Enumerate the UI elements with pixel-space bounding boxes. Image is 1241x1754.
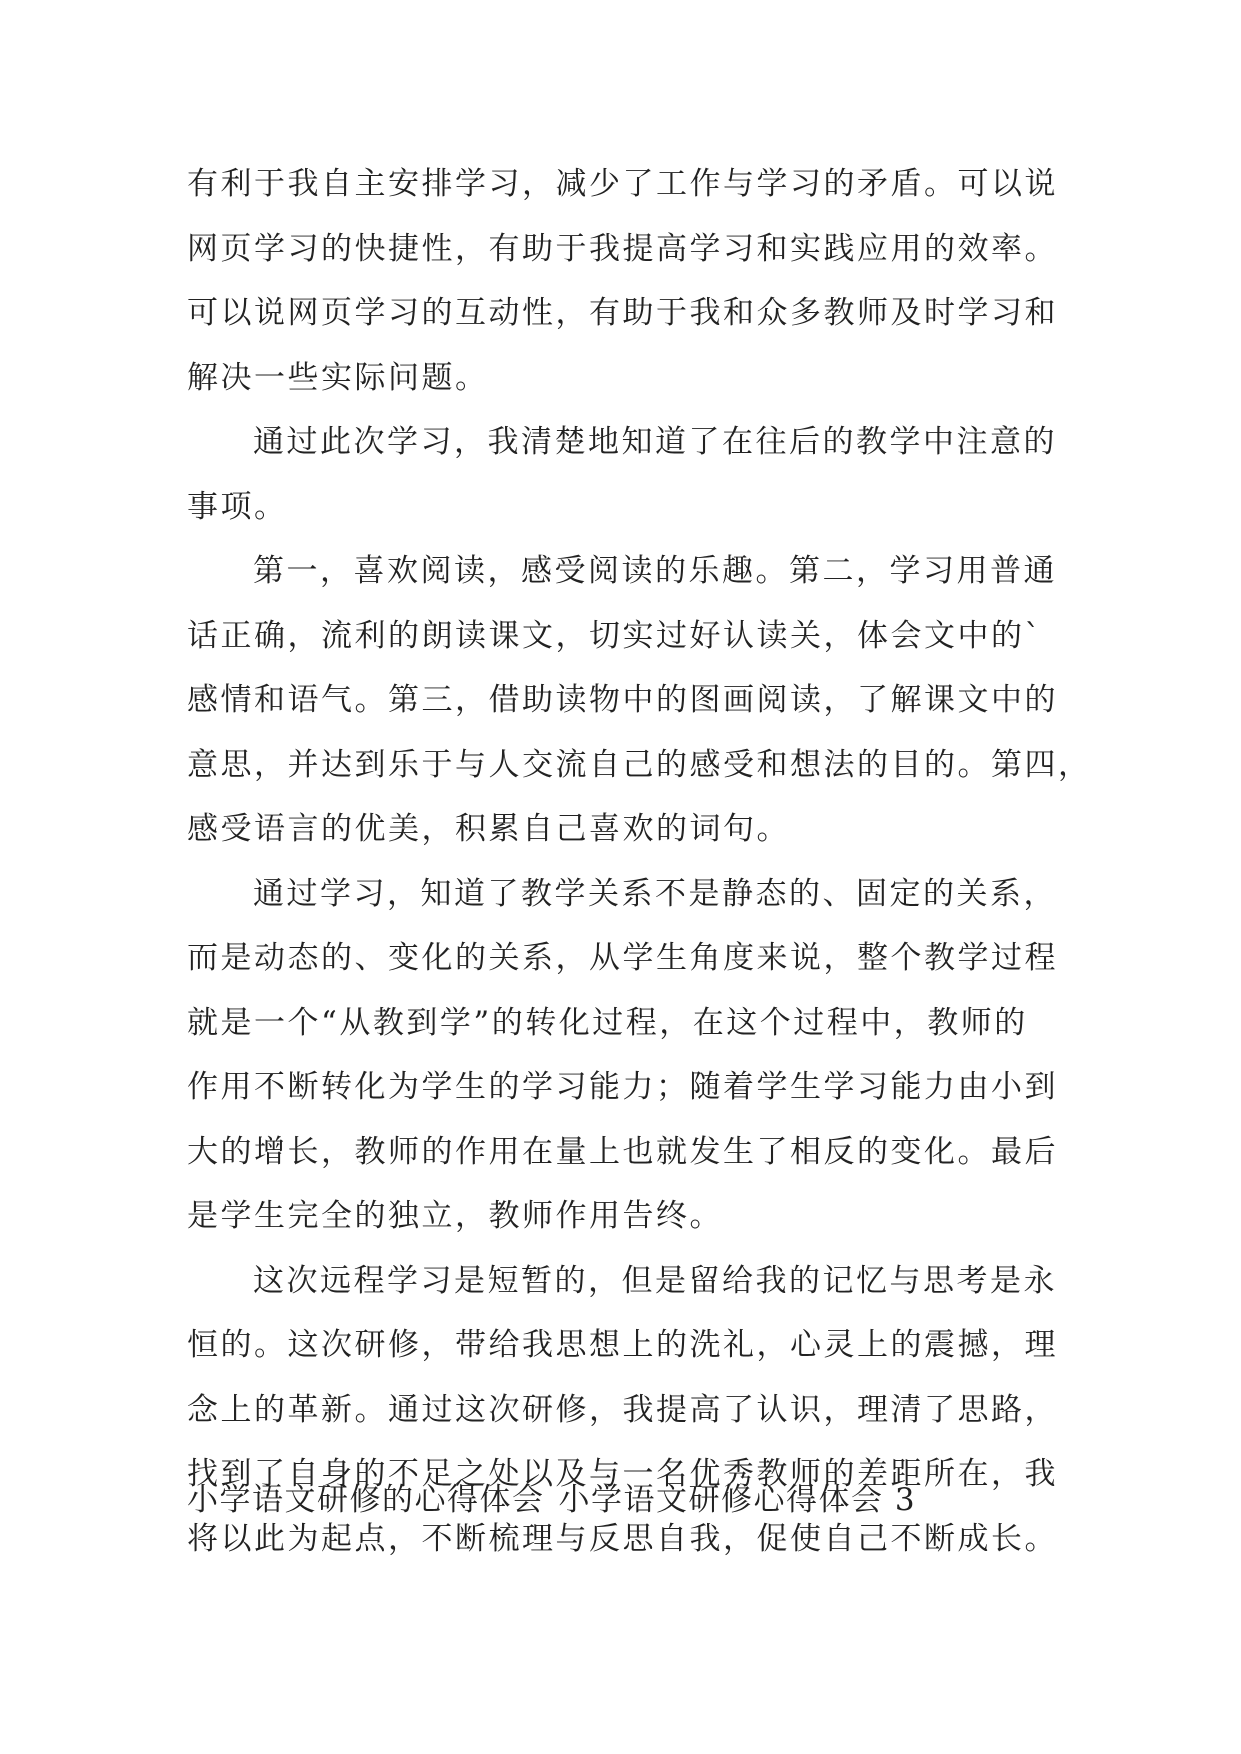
text-line: 是学生完全的独立，教师作用告终。 xyxy=(187,1198,723,1234)
paragraph-1 xyxy=(187,152,1058,410)
text-line: 作用不断转化为学生的学习能力；随着学生学习能力由小到 xyxy=(187,1069,1058,1105)
text-line: 话正确，流利的朗读课文，切实过好认读关，体会文中的` xyxy=(187,617,1043,654)
document-body xyxy=(187,152,1092,1571)
heading-part-2: 小学语文研修心得体会 3 xyxy=(558,1482,917,1518)
text-line: 可以说网页学习的互动性，有助于我和众多教师及时学习和 xyxy=(187,295,1058,331)
text-line: 事项。 xyxy=(187,488,288,525)
text-line: 意思，并达到乐于与人交流自己的感受和想法的目的。第四， xyxy=(187,746,1092,783)
text-line: 解决一些实际问题。 xyxy=(187,359,489,396)
text-line: 而是动态的、变化的关系，从学生角度来说，整个教学过程 xyxy=(187,940,1058,976)
text-line: 感受语言的优美，积累自己喜欢的词句。 xyxy=(187,811,790,847)
text-line: 有利于我自主安排学习，减少了工作与学习的矛盾。可以说 xyxy=(187,166,1058,202)
text-line: 就是一个“从教到学”的转化过程，在这个过程中，教师的 xyxy=(187,1004,1028,1041)
text-line: 通过学习，知道了教学关系不是静态的、固定的关系， xyxy=(253,875,1057,912)
text-line: 第一，喜欢阅读，感受阅读的乐趣。第二，学习用普通 xyxy=(253,553,1057,589)
paragraph-3 xyxy=(187,539,1092,862)
heading-part-1: 小学语文研修的心得体会 xyxy=(187,1482,545,1518)
text-line: 通过此次学习，我清楚地知道了在往后的教学中注意的 xyxy=(253,424,1057,460)
text-line: 这次远程学习是短暂的，但是留给我的记忆与思考是永 xyxy=(253,1262,1057,1299)
text-line: 恒的。这次研修，带给我思想上的洗礼，心灵上的震撼，理 xyxy=(187,1327,1058,1363)
text-line: 感情和语气。第三，借助读物中的图画阅读，了解课文中的 xyxy=(187,682,1058,718)
text-line: 网页学习的快捷性，有助于我提高学习和实践应用的效率。 xyxy=(187,230,1058,267)
paragraph-2 xyxy=(187,410,1057,539)
section-heading xyxy=(187,1478,916,1522)
paragraph-5 xyxy=(187,1249,1058,1572)
paragraph-4 xyxy=(187,862,1058,1249)
text-line: 大的增长，教师的作用在量上也就发生了相反的变化。最后 xyxy=(187,1133,1058,1170)
text-line: 找到了自身的不足之处以及与一名优秀教师的差距所在，我 xyxy=(187,1456,1058,1492)
text-line: 将以此为起点，不断梳理与反思自我，促使自己不断成长。 xyxy=(187,1520,1058,1557)
text-line: 念上的革新。通过这次研修，我提高了认识，理清了思路， xyxy=(187,1391,1058,1428)
